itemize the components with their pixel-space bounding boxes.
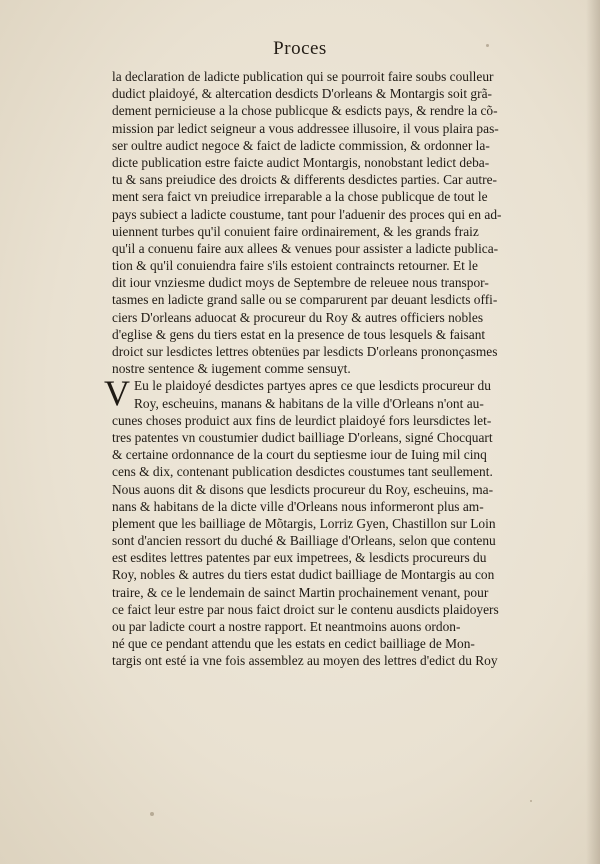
text-line: nostre sentence & iugement comme sensuyt. bbox=[112, 361, 351, 377]
text-line: mission par ledict seigneur a vous addressee illusoire, il vous plaira pas- bbox=[112, 120, 499, 136]
text-line: Eu le plaidoyé desdictes partyes apres ce que lesdicts procureur du bbox=[134, 378, 491, 394]
text-line: dement pernicieuse a la chose publicque & esdicts pays, & rendre la cõ- bbox=[112, 103, 498, 119]
text-line: plement que les bailliage de Mõtargis, Lorriz Gyen, Chastillon sur Loin bbox=[112, 515, 496, 531]
text-line: tion & qu'il conuiendra faire s'ils estoient contraincts retourner. Et le bbox=[112, 258, 478, 274]
text-line: droict sur lesdictes lettres obtenües par lesdicts D'orleans prononçasmes bbox=[112, 344, 498, 359]
text-line: tres patentes vn coustumier dudict bailliage D'orleans, signé Chocquart bbox=[112, 429, 493, 445]
text-line: ce faict leur estre par nous faict droict sur le contenu ausdicts plaidoyers bbox=[112, 601, 499, 617]
text-line: est esdites lettres patentes par eux impetrees, & lesdicts procureurs du bbox=[112, 550, 487, 566]
text-line: targis ont esté ia vne fois assemblez au moyen des lettres d'edict du Roy bbox=[112, 653, 498, 669]
text-line: tu & sans preiudice des droicts & differents desdictes parties. Car autre- bbox=[112, 172, 497, 188]
text-line: tasmes en ladicte grand salle ou se comparurent par deuant lesdicts offi- bbox=[112, 292, 498, 308]
text-line: né que ce pendant attendu que les estats en cedict bailliage de Mon- bbox=[112, 636, 475, 652]
text-line: qu'il a conuenu faire aux allees & venues pour assister a ladicte publica- bbox=[112, 240, 499, 256]
text-line: dicte publication estre faicte audict Montargis, nonobstant ledict deba- bbox=[112, 154, 490, 170]
text-line: pays subiect a ladicte coustume, tant pour l'aduenir des proces qui en ad- bbox=[112, 206, 502, 222]
text-line: cens & dix, contenant publication desdictes coustumes tant seullement. bbox=[112, 464, 493, 480]
drop-cap: V bbox=[104, 373, 130, 414]
text-line: & certaine ordonnance de la court du septiesme iour de Iuing mil cinq bbox=[112, 447, 487, 463]
text-line: traire, & ce le lendemain de sainct Martin prochainement venant, pour bbox=[112, 584, 489, 600]
text-line: Roy, nobles & autres du tiers estat dudict bailliage de Montargis au con bbox=[112, 567, 495, 583]
text-line: ciers D'orleans aduocat & procureur du Roy & autres officiers nobles bbox=[112, 309, 484, 325]
running-title: Proces bbox=[273, 38, 327, 59]
paragraph-2-opening bbox=[112, 377, 574, 411]
text-line: la declaration de ladicte publication qui se pourroit faire soubs coulleur bbox=[112, 69, 494, 84]
text-line: ser oultre audict negoce & faict de ladicte commission, & ordonner la- bbox=[112, 137, 490, 153]
page-edge-shadow bbox=[586, 0, 600, 864]
paragraph-2-body bbox=[112, 412, 574, 670]
paragraph-1 bbox=[112, 68, 574, 377]
text-line: ment sera faict vn preiudice irreparable a la chose publicque de tout le bbox=[112, 189, 488, 205]
text-line: d'eglise & gens du tiers estat en la presence de tous lesquels & faisant bbox=[112, 326, 486, 342]
text-line: Roy, escheuins, manans & habitans de la ville d'Orleans n'ont au- bbox=[134, 395, 484, 411]
text-line: dit iour vnziesme dudict moys de Septembre de releuee nous transpor- bbox=[112, 275, 489, 291]
text-line: dudict plaidoyé, & altercation desdicts D'orleans & Montargis soit grã- bbox=[112, 86, 492, 102]
text-line: sont d'ancien ressort du duché & Bailliage d'Orleans, selon que contenu bbox=[112, 533, 496, 549]
paper-speck bbox=[486, 44, 489, 47]
text-line: cunes choses produict aux fins de leurdict plaidoyé fors leursdictes let- bbox=[112, 412, 492, 428]
paper-speck bbox=[150, 812, 154, 816]
text-line: uiennent turbes qu'il conuient faire ordinairement, & les grands fraiz bbox=[112, 223, 479, 239]
text-line: nans & habitans de la dicte ville d'Orleans nous informeront plus am- bbox=[112, 498, 484, 514]
paper-speck bbox=[530, 800, 532, 802]
paragraph-2 bbox=[104, 373, 574, 669]
text-line: ou par ladicte court a nostre rapport. Et neantmoins auons ordon- bbox=[112, 619, 461, 634]
body-text bbox=[104, 68, 574, 670]
text-line: Nous auons dit & disons que lesdicts procureur du Roy, escheuins, ma- bbox=[112, 481, 494, 497]
